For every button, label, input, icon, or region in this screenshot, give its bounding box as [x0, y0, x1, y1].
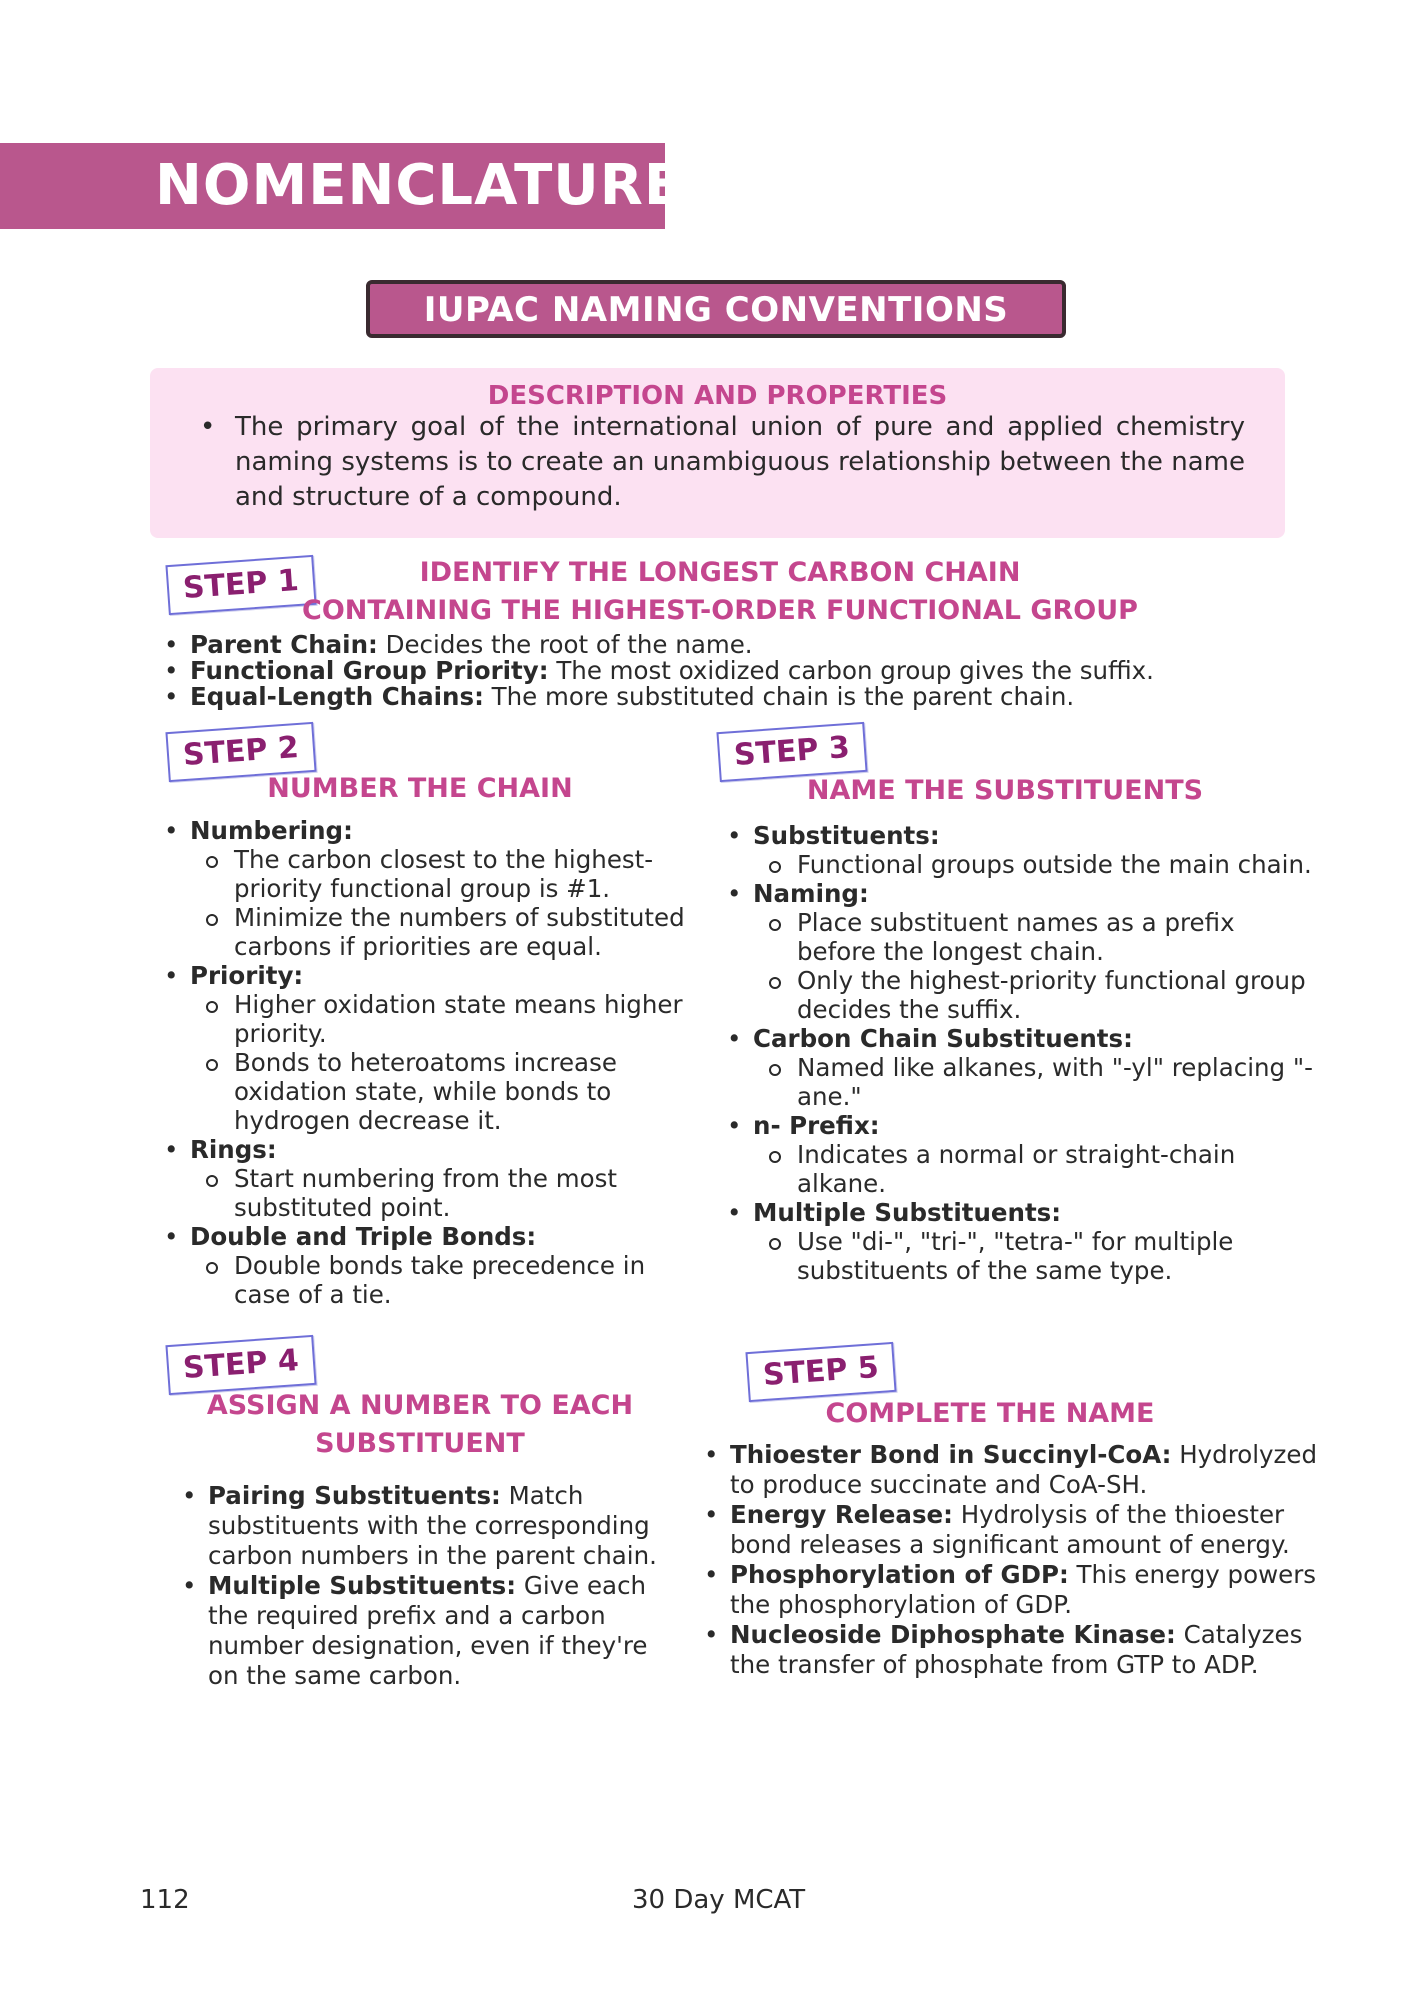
sub-item: Higher oxidation state means higher priority. — [190, 990, 705, 1048]
step5-list — [700, 1440, 1320, 1680]
sub-item: Minimize the numbers of substituted carbons if priorities are equal. — [190, 903, 705, 961]
step3-heading: NAME THE SUBSTITUENTS — [806, 775, 1204, 806]
sub-item: Use "di-", "tri-", "tetra-" for multiple substituents of the same type. — [753, 1227, 1313, 1285]
page-number: 112 — [140, 1885, 190, 1915]
step1-list — [160, 632, 1310, 710]
list-item: • Energy Release: Hydrolysis of the thioester bond releases a significant amount of energy. — [700, 1500, 1320, 1560]
list-item: • Pairing Substituents: Match substituents with the corresponding carbon numbers in the parent chain. — [178, 1481, 658, 1571]
title-banner — [0, 143, 684, 229]
sub-item: Place substituent names as a prefix before the longest chain. — [753, 908, 1313, 966]
list-item: • Functional Group Priority: The most oxidized carbon group gives the suffix. — [160, 658, 1310, 684]
list-item: • Phosphorylation of GDP: This energy powers the phosphorylation of GDP. — [700, 1560, 1320, 1620]
subtitle-box — [366, 280, 1066, 338]
sub-item: Indicates a normal or straight-chain alkane. — [753, 1140, 1313, 1198]
step5-stamp: STEP 5 — [745, 1342, 896, 1402]
list-item: • Multiple Substituents: Give each the required prefix and a carbon number designation, even if they're on the same carbon. — [178, 1571, 658, 1691]
page-title: NOMENCLATURE — [155, 153, 684, 218]
description-panel — [150, 368, 1285, 538]
sub-item: Start numbering from the most substituted point. — [190, 1164, 705, 1222]
step4-heading-line1: ASSIGN A NUMBER TO EACH — [206, 1390, 634, 1421]
step2-stamp: STEP 2 — [165, 722, 316, 782]
list-item: • Carbon Chain Substituents: Named like alkanes, with "-yl" replacing "-ane." — [723, 1024, 1313, 1111]
sub-item: Double bonds take precedence in case of a tie. — [190, 1251, 705, 1309]
sub-item: Functional groups outside the main chain. — [753, 850, 1313, 879]
description-heading: DESCRIPTION AND PROPERTIES — [487, 381, 948, 411]
list-item: • Thioester Bond in Succinyl-CoA: Hydrolyzed to produce succinate and CoA-SH. — [700, 1440, 1320, 1500]
sub-item: Only the highest-priority functional group decides the suffix. — [753, 966, 1313, 1024]
step3-list — [723, 821, 1313, 1285]
list-item: • Numbering: The carbon closest to the highest-priority functional group is #1. Minimize the numbers of substituted carbons if priorities are equal. — [160, 816, 705, 961]
sub-item: Bonds to heteroatoms increase oxidation state, while bonds to hydrogen decrease it. — [190, 1048, 705, 1135]
book-title: 30 Day MCAT — [632, 1885, 806, 1915]
list-item: • Parent Chain: Decides the root of the name. — [160, 632, 1310, 658]
step1-heading-line2: CONTAINING THE HIGHEST-ORDER FUNCTIONAL GROUP — [302, 595, 1138, 626]
list-item: • Multiple Substituents: Use "di-", "tri-", "tetra-" for multiple substituents of the same type. — [723, 1198, 1313, 1285]
step4-list — [178, 1481, 658, 1691]
step4-heading-line2: SUBSTITUENT — [315, 1428, 525, 1459]
step3-stamp: STEP 3 — [716, 722, 867, 782]
list-item: • Rings: Start numbering from the most substituted point. — [160, 1135, 705, 1222]
step2-list — [160, 816, 705, 1309]
list-item: • Substituents: Functional groups outside the main chain. — [723, 821, 1313, 879]
description-list — [190, 410, 1245, 515]
list-item: • Priority: Higher oxidation state means higher priority. Bonds to heteroatoms increase oxidation state, while bonds to hydrogen decrease it. — [160, 961, 705, 1135]
list-item: • Equal-Length Chains: The more substituted chain is the parent chain. — [160, 684, 1310, 710]
sub-item: The carbon closest to the highest-priority functional group is #1. — [190, 845, 705, 903]
sub-item: Named like alkanes, with "-yl" replacing "-ane." — [753, 1053, 1313, 1111]
step1-stamp: STEP 1 — [165, 555, 316, 615]
step2-heading: NUMBER THE CHAIN — [267, 773, 573, 804]
step1-heading-line1: IDENTIFY THE LONGEST CARBON CHAIN — [419, 557, 1021, 588]
list-item: • Naming: Place substituent names as a prefix before the longest chain. Only the highest-priority functional group decides the suffix. — [723, 879, 1313, 1024]
list-item: • n- Prefix: Indicates a normal or straight-chain alkane. — [723, 1111, 1313, 1198]
list-item: • Double and Triple Bonds: Double bonds take precedence in case of a tie. — [160, 1222, 705, 1309]
subtitle: IUPAC NAMING CONVENTIONS — [423, 290, 1009, 330]
step5-heading: COMPLETE THE NAME — [825, 1398, 1155, 1429]
step4-stamp: STEP 4 — [165, 1335, 316, 1395]
description-text: • The primary goal of the international union of pure and applied chemistry naming systems is to create an unambiguous relationship between the name and structure of a compound. — [190, 410, 1245, 515]
list-item: • Nucleoside Diphosphate Kinase: Catalyzes the transfer of phosphate from GTP to ADP. — [700, 1620, 1320, 1680]
